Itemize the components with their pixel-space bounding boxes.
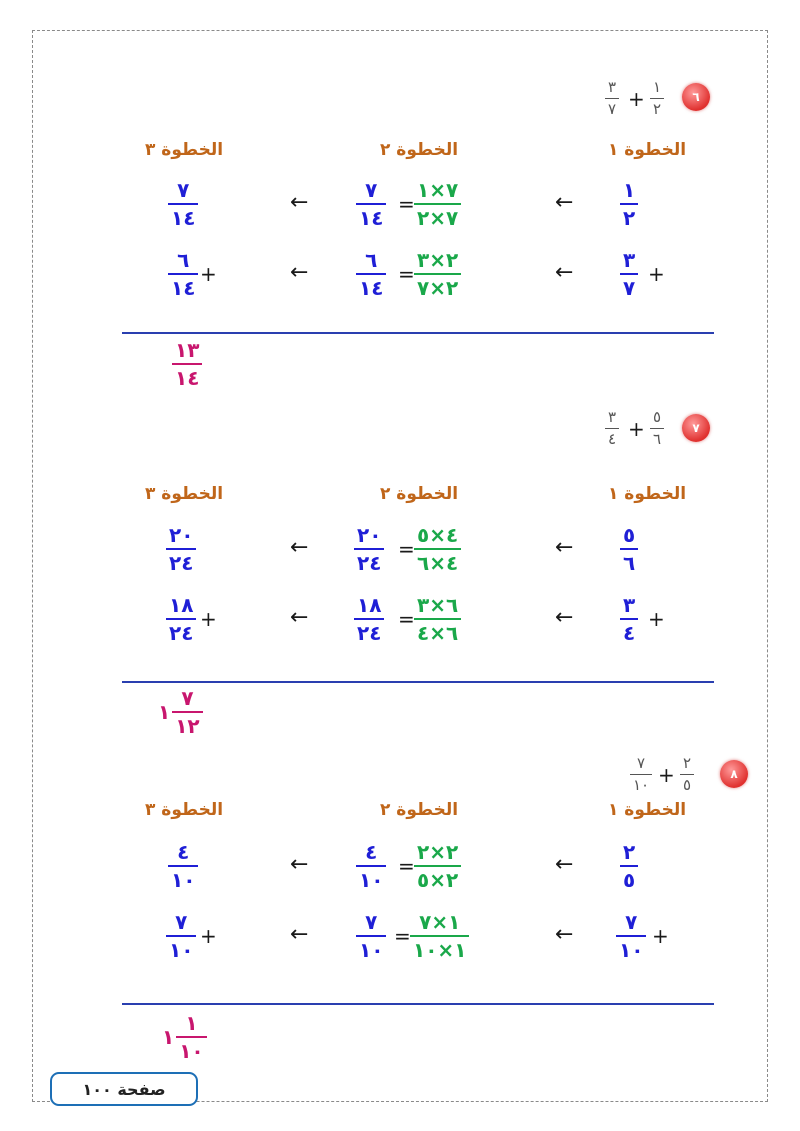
step1-fraction-2: ٣ ٧ — [620, 250, 638, 298]
arrow-icon: ← — [555, 260, 574, 285]
plus-sign: + — [652, 924, 669, 948]
answer-whole: ١ — [162, 1025, 175, 1049]
step3-fraction-2: ١٨ ٢٤ — [166, 595, 196, 643]
arrow-icon: ← — [555, 922, 574, 947]
problem-number-badge: ٨ — [720, 760, 748, 788]
equals-sign: = — [398, 262, 415, 286]
step2-multiplier-1: ٢×٢ ٢×٥ — [414, 842, 461, 890]
step2-result-2: ٦ ١٤ — [356, 250, 386, 298]
equals-sign: = — [398, 537, 415, 561]
question-fraction-b: ٥ ٦ — [650, 410, 664, 447]
answer-whole: ١ — [158, 700, 171, 724]
equals-sign: = — [398, 607, 415, 631]
heading-step-2: الخطوة ٢ — [380, 484, 459, 504]
step2-multiplier-2: ١×٧ ١×١٠ — [410, 912, 469, 960]
step3-fraction-2: ٦ ١٤ — [168, 250, 198, 298]
arrow-icon: ← — [555, 535, 574, 560]
heading-step-1: الخطوة ١ — [608, 484, 687, 504]
page-number-label: صفحة ١٠٠ — [82, 1079, 166, 1099]
step3-fraction-1: ٧ ١٤ — [168, 180, 198, 228]
plus-sign: + — [648, 607, 665, 631]
plus-sign: + — [658, 763, 675, 787]
sum-line — [122, 1003, 714, 1005]
arrow-icon: ← — [290, 190, 309, 215]
question-fraction-a: ٧ ١٠ — [630, 756, 652, 793]
question-fraction-b: ٢ ٥ — [680, 756, 694, 793]
step1-fraction-2: ٣ ٤ — [620, 595, 638, 643]
equals-sign: = — [398, 192, 415, 216]
plus-sign: + — [648, 262, 665, 286]
problem-number-badge: ٦ — [682, 83, 710, 111]
sum-line — [122, 681, 714, 683]
plus-sign: + — [200, 924, 217, 948]
step3-fraction-1: ٤ ١٠ — [168, 842, 198, 890]
answer — [170, 340, 202, 388]
answer-fraction: $\frac{٧}{١٢}$ — [172, 688, 202, 736]
heading-step-3: الخطوة ٣ — [145, 484, 224, 504]
heading-step-2: الخطوة ٢ — [380, 800, 459, 820]
arrow-icon: ← — [290, 605, 309, 630]
question-fraction-b: ١ ٢ — [650, 80, 664, 117]
step2-multiplier-1: ٤×٥ ٤×٦ — [414, 525, 461, 573]
step2-result-2: ٧ ١٠ — [356, 912, 386, 960]
plus-sign: + — [628, 417, 645, 441]
step2-result-2: ١٨ ٢٤ — [354, 595, 384, 643]
heading-step-2: الخطوة ٢ — [380, 140, 459, 160]
answer-fraction: $\frac{١٣}{١٤}$ — [172, 340, 202, 388]
question-fraction-a: ٣ ٧ — [605, 80, 619, 117]
step1-fraction-2: ٧ ١٠ — [616, 912, 646, 960]
step2-multiplier-2: ٢×٣ ٢×٧ — [414, 250, 461, 298]
plus-sign: + — [200, 607, 217, 631]
arrow-icon: ← — [555, 605, 574, 630]
step1-fraction-1: ٢ ٥ — [620, 842, 638, 890]
step3-fraction-1: ٢٠ ٢٤ — [166, 525, 196, 573]
arrow-icon: ← — [555, 190, 574, 215]
equals-sign: = — [394, 924, 411, 948]
page-number-box — [50, 1072, 198, 1106]
problem-number-badge: ٧ — [682, 414, 710, 442]
step2-multiplier-1: ٧×١ ٧×٢ — [414, 180, 461, 228]
step2-multiplier-2: ٦×٣ ٦×٤ — [414, 595, 461, 643]
answer — [162, 1013, 207, 1061]
sum-line — [122, 332, 714, 334]
step1-fraction-1: ٥ ٦ — [620, 525, 638, 573]
answer-fraction: $\frac{١}{١٠}$ — [176, 1013, 206, 1061]
question-fraction-a: ٣ ٤ — [605, 410, 619, 447]
equals-sign: = — [398, 854, 415, 878]
plus-sign: + — [200, 262, 217, 286]
step1-fraction-1: ١ ٢ — [620, 180, 638, 228]
step2-result-1: ٤ ١٠ — [356, 842, 386, 890]
step3-fraction-2: ٧ ١٠ — [166, 912, 196, 960]
heading-step-1: الخطوة ١ — [608, 800, 687, 820]
arrow-icon: ← — [290, 852, 309, 877]
arrow-icon: ← — [290, 922, 309, 947]
heading-step-1: الخطوة ١ — [608, 140, 687, 160]
arrow-icon: ← — [290, 535, 309, 560]
heading-step-3: الخطوة ٣ — [145, 140, 224, 160]
arrow-icon: ← — [290, 260, 309, 285]
plus-sign: + — [628, 87, 645, 111]
answer — [158, 688, 203, 736]
arrow-icon: ← — [555, 852, 574, 877]
step2-result-1: ٢٠ ٢٤ — [354, 525, 384, 573]
step2-result-1: ٧ ١٤ — [356, 180, 386, 228]
heading-step-3: الخطوة ٣ — [145, 800, 224, 820]
